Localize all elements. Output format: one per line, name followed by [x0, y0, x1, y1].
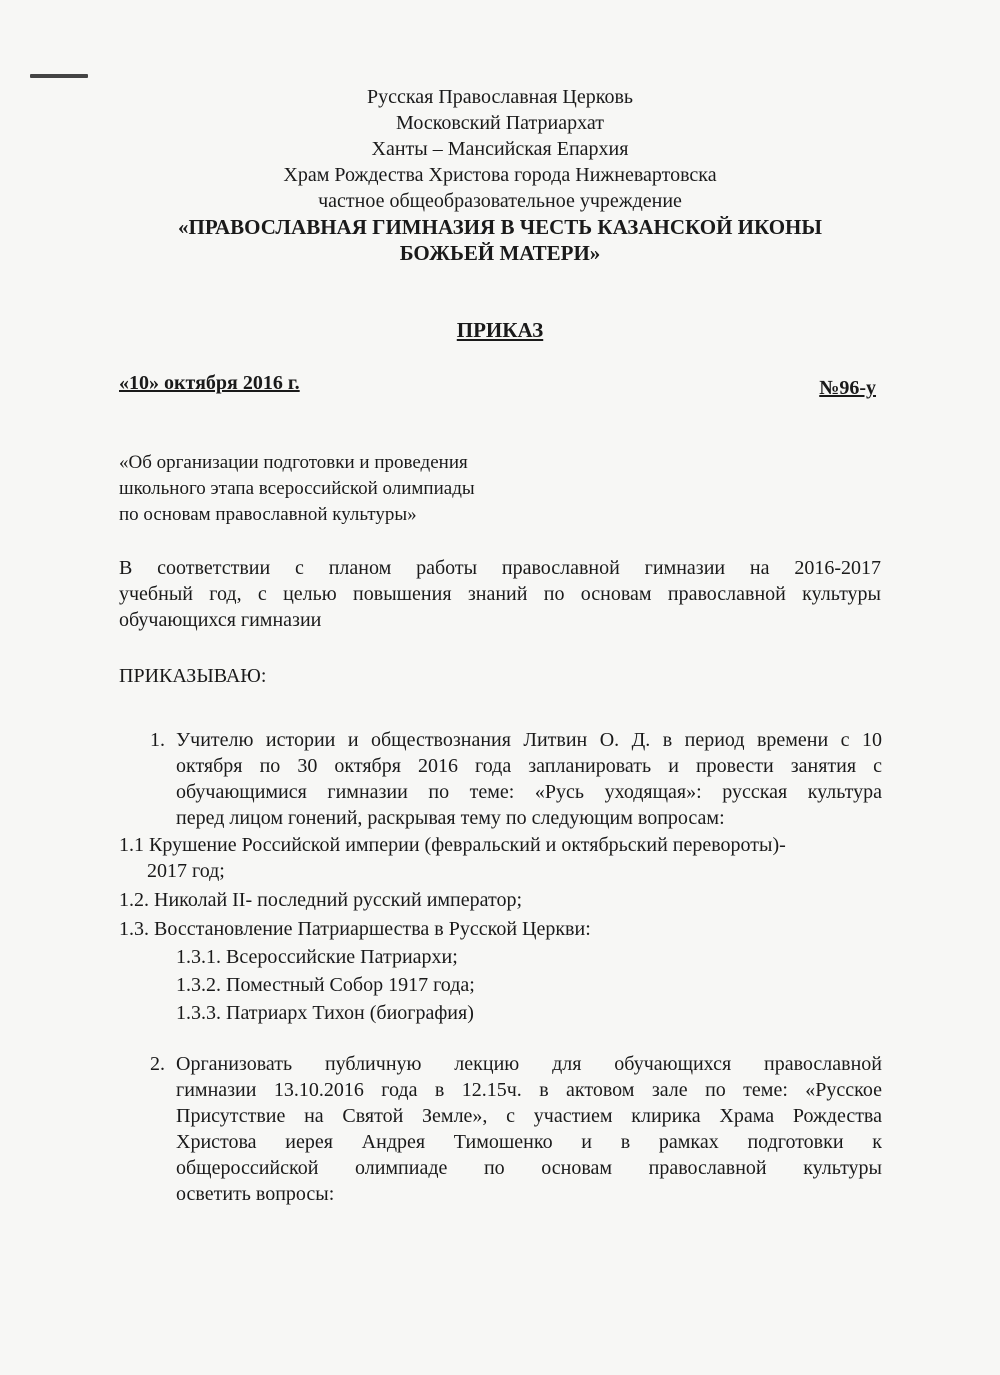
letterhead-patriarchate: Московский Патриархат	[396, 112, 604, 134]
letterhead-gymnasium-name: «ПРАВОСЛАВНАЯ ГИМНАЗИЯ В ЧЕСТЬ КАЗАНСКОЙ ИКОНЫ	[178, 215, 822, 239]
order-item-2	[150, 1051, 882, 1207]
item-line: осветить вопросы:	[176, 1183, 335, 1205]
item-line: октября по 30 октября 2016 года запланировать и провести занятия с	[176, 755, 882, 777]
subject-line: «Об организации подготовки и проведения	[119, 452, 468, 473]
subitem-1-1: 1.1 Крушение Российской империи (февральский и октябрьский перевороты)-	[119, 834, 786, 856]
document-subject	[119, 450, 579, 528]
item-number: 1.	[150, 729, 165, 751]
item-line: перед лицом гонений, раскрывая тему по следующим вопросам:	[176, 807, 725, 829]
item-line: общероссийской олимпиаде по основам православной культуры	[176, 1157, 882, 1179]
basis-line: учебный год, с целью повышения знаний по основам православной культуры	[119, 583, 881, 605]
letterhead-temple: Храм Рождества Христова города Нижневартовска	[283, 164, 717, 186]
subitem-1-2: 1.2. Николай II- последний русский император;	[119, 889, 523, 911]
order-item-1	[150, 727, 882, 831]
document-number: №96-у	[819, 377, 876, 399]
subitem-1-3-1: 1.3.1. Всероссийские Патриархи;	[176, 946, 458, 968]
subitem-1-1-cont: 2017 год;	[147, 860, 225, 882]
document-title: ПРИКАЗ	[456, 318, 544, 342]
subject-line: по основам православной культуры»	[119, 504, 417, 525]
item-line: гимназии 13.10.2016 года в 12.15ч. в актовом зале по теме: «Русское	[176, 1079, 882, 1101]
letterhead	[100, 84, 900, 266]
basis-line: обучающихся гимназии	[119, 609, 322, 631]
letterhead-gymnasium-name-cont: БОЖЬЕЙ МАТЕРИ»	[399, 241, 601, 265]
subitem-1-3: 1.3. Восстановление Патриаршества в Русской Церкви:	[119, 918, 591, 940]
order-word: ПРИКАЗЫВАЮ:	[119, 665, 267, 687]
document-date: «10» октября 2016 г.	[119, 372, 300, 394]
basis-line: В соответствии с планом работы православной гимназии на 2016-2017	[119, 557, 881, 579]
subitem-1-3-2: 1.3.2. Поместный Собор 1917 года;	[176, 974, 475, 996]
item-line: Христова иерея Андрея Тимошенко и в рамках подготовки к	[176, 1131, 882, 1153]
subitem-1-3-3: 1.3.3. Патриарх Тихон (биография)	[176, 1002, 474, 1024]
item-number: 2.	[150, 1053, 165, 1075]
item-line: Присутствие на Святой Земле», с участием клирика Храма Рождества	[176, 1105, 882, 1127]
letterhead-eparchy: Ханты – Мансийская Епархия	[371, 138, 629, 160]
basis-paragraph	[119, 555, 881, 633]
scan-artifact-mark	[30, 74, 88, 78]
item-line: обучающимися гимназии по теме: «Русь уходящая»: русская культура	[176, 781, 882, 803]
subject-line: школьного этапа всероссийской олимпиады	[119, 478, 475, 499]
letterhead-church: Русская Православная Церковь	[366, 86, 634, 108]
item-line: Учителю истории и обществознания Литвин О. Д. в период времени с 10	[176, 729, 882, 751]
letterhead-institution-type: частное общеобразовательное учреждение	[318, 190, 682, 212]
item-line: Организовать публичную лекцию для обучающихся православной	[176, 1053, 882, 1075]
